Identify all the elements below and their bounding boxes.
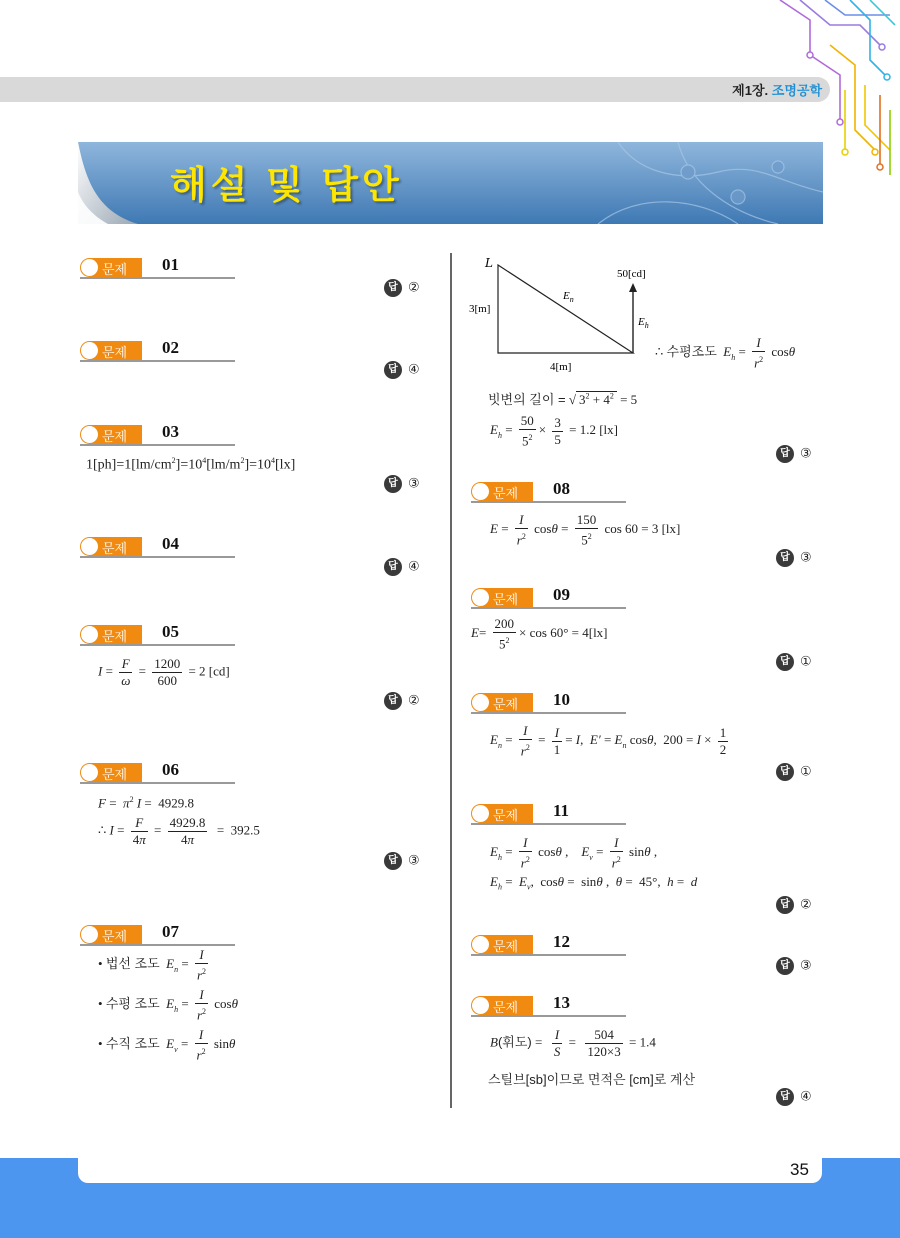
problem-number: 11 <box>553 801 570 820</box>
en-label: $E_n$ <box>563 290 574 304</box>
eh-calc: $E_h$ = $\frac{50}{5^2}$ × $\frac{3}{5}$ = 1.2 [lx] <box>490 413 618 449</box>
solution-09: E= $\frac{200}{5^2}$ × cos 60° = 4[lx] <box>471 616 608 652</box>
chapter-subject: 조명공학 <box>771 83 822 98</box>
solution-11-line2: $E_h = E_v$, cosθ = sinθ , θ = 45°, h = d <box>490 874 698 892</box>
problem-number: 13 <box>553 993 570 1012</box>
eh-label: $E_h$ <box>638 316 649 330</box>
answer: 답 ② <box>776 896 812 914</box>
answer: 답 ③ <box>776 549 812 567</box>
solution-06-line2: ∴ I = $\frac{F}{4\pi}$ = $\frac{4929.8}{4\pi}$ = 392.5 <box>98 815 260 847</box>
problem-number: 01 <box>162 255 179 274</box>
answer: 답 ② <box>384 692 420 710</box>
answer: 답 ④ <box>384 558 420 576</box>
solution-13-note: 스틸브[sb]이므로 면적은 [cm]로 계산 <box>488 1072 696 1087</box>
page-number: 35 <box>790 1160 809 1179</box>
answer: 답 ① <box>776 653 812 671</box>
solution-10: $E_n$ = $\frac{I}{r^2}$ = $\frac{I}{1}$ = I, $E' = E_n$ cosθ, 200 = I × $\frac{1}{2}$ <box>490 723 727 759</box>
problem-number: 05 <box>162 622 179 641</box>
footer-card <box>78 1138 822 1183</box>
chapter-heading <box>732 80 822 99</box>
answer: 답 ④ <box>776 1088 812 1106</box>
chapter-number: 제1장. <box>732 83 769 98</box>
height-label: 3[m] <box>469 303 491 315</box>
solution-05: I = $\frac{F}{\omega}$ = $\frac{1200}{600}$ = 2 [cd] <box>98 656 230 688</box>
intensity-label: 50[cd] <box>617 268 646 280</box>
solution-08: E = $\frac{I}{r^2}$ cosθ = $\frac{150}{5^2}$ cos 60 = 3 [lx] <box>490 512 681 548</box>
problem-number: 04 <box>162 534 179 553</box>
point-L: L <box>485 256 493 270</box>
width-label: 4[m] <box>550 361 572 373</box>
problem-number: 02 <box>162 338 179 357</box>
answer: 답 ③ <box>384 852 420 870</box>
problem-number: 07 <box>162 922 179 941</box>
formula-normal-illuminance: • 법선 조도 $E_n$ = $\frac{I}{r^2}$ <box>98 947 207 983</box>
hypotenuse-length: 빗변의 길이 = √ $3^2 + 4^2 = 5$ <box>488 391 638 407</box>
banner-title: 해설 및 답안 <box>170 165 403 207</box>
problem-number: 10 <box>553 690 570 709</box>
formula-horizontal-illuminance: • 수평 조도 $E_h$ = $\frac{I}{r^2}$ cosθ <box>98 987 239 1023</box>
answer: 답 ② <box>384 279 420 297</box>
header-strip <box>0 77 830 102</box>
answer: 답 ③ <box>384 475 420 493</box>
problem-number: 09 <box>553 585 570 604</box>
answer: 답 ① <box>776 763 812 781</box>
column-divider <box>450 253 452 1108</box>
problem-number: 12 <box>553 932 570 951</box>
problem-number: 06 <box>162 760 179 779</box>
answer: 답 ④ <box>384 361 420 379</box>
solution-06-line1: $F = \pi^2$ I = 4929.8 <box>98 795 194 811</box>
solution-03: $1[ph]=1[lm/cm^2]=10^4[lm/m^2]=10^4[lx]$ <box>86 456 296 473</box>
triangle-diagram <box>465 255 665 375</box>
formula-vertical-illuminance: • 수직 조도 $E_v$ = $\frac{I}{r^2}$ sinθ <box>98 1027 236 1063</box>
solution-13: B(휘도) = $\frac{I}{S}$ = $\frac{504}{120\times 3}$ = 1.4 <box>490 1027 656 1059</box>
solution-11-line1: $E_h$ = $\frac{I}{r^2}$ cosθ , $E_v$ = $\frac{I}{r^2}$ sinθ , <box>490 835 658 871</box>
problem-number: 08 <box>553 479 570 498</box>
problem-number: 03 <box>162 422 179 441</box>
answer: 답 ③ <box>776 445 812 463</box>
horizontal-illuminance-formula: ∴ 수평조도 $E_h$ = $\frac{I}{r^2}$ cosθ <box>655 335 796 371</box>
answer: 답 ③ <box>776 957 812 975</box>
